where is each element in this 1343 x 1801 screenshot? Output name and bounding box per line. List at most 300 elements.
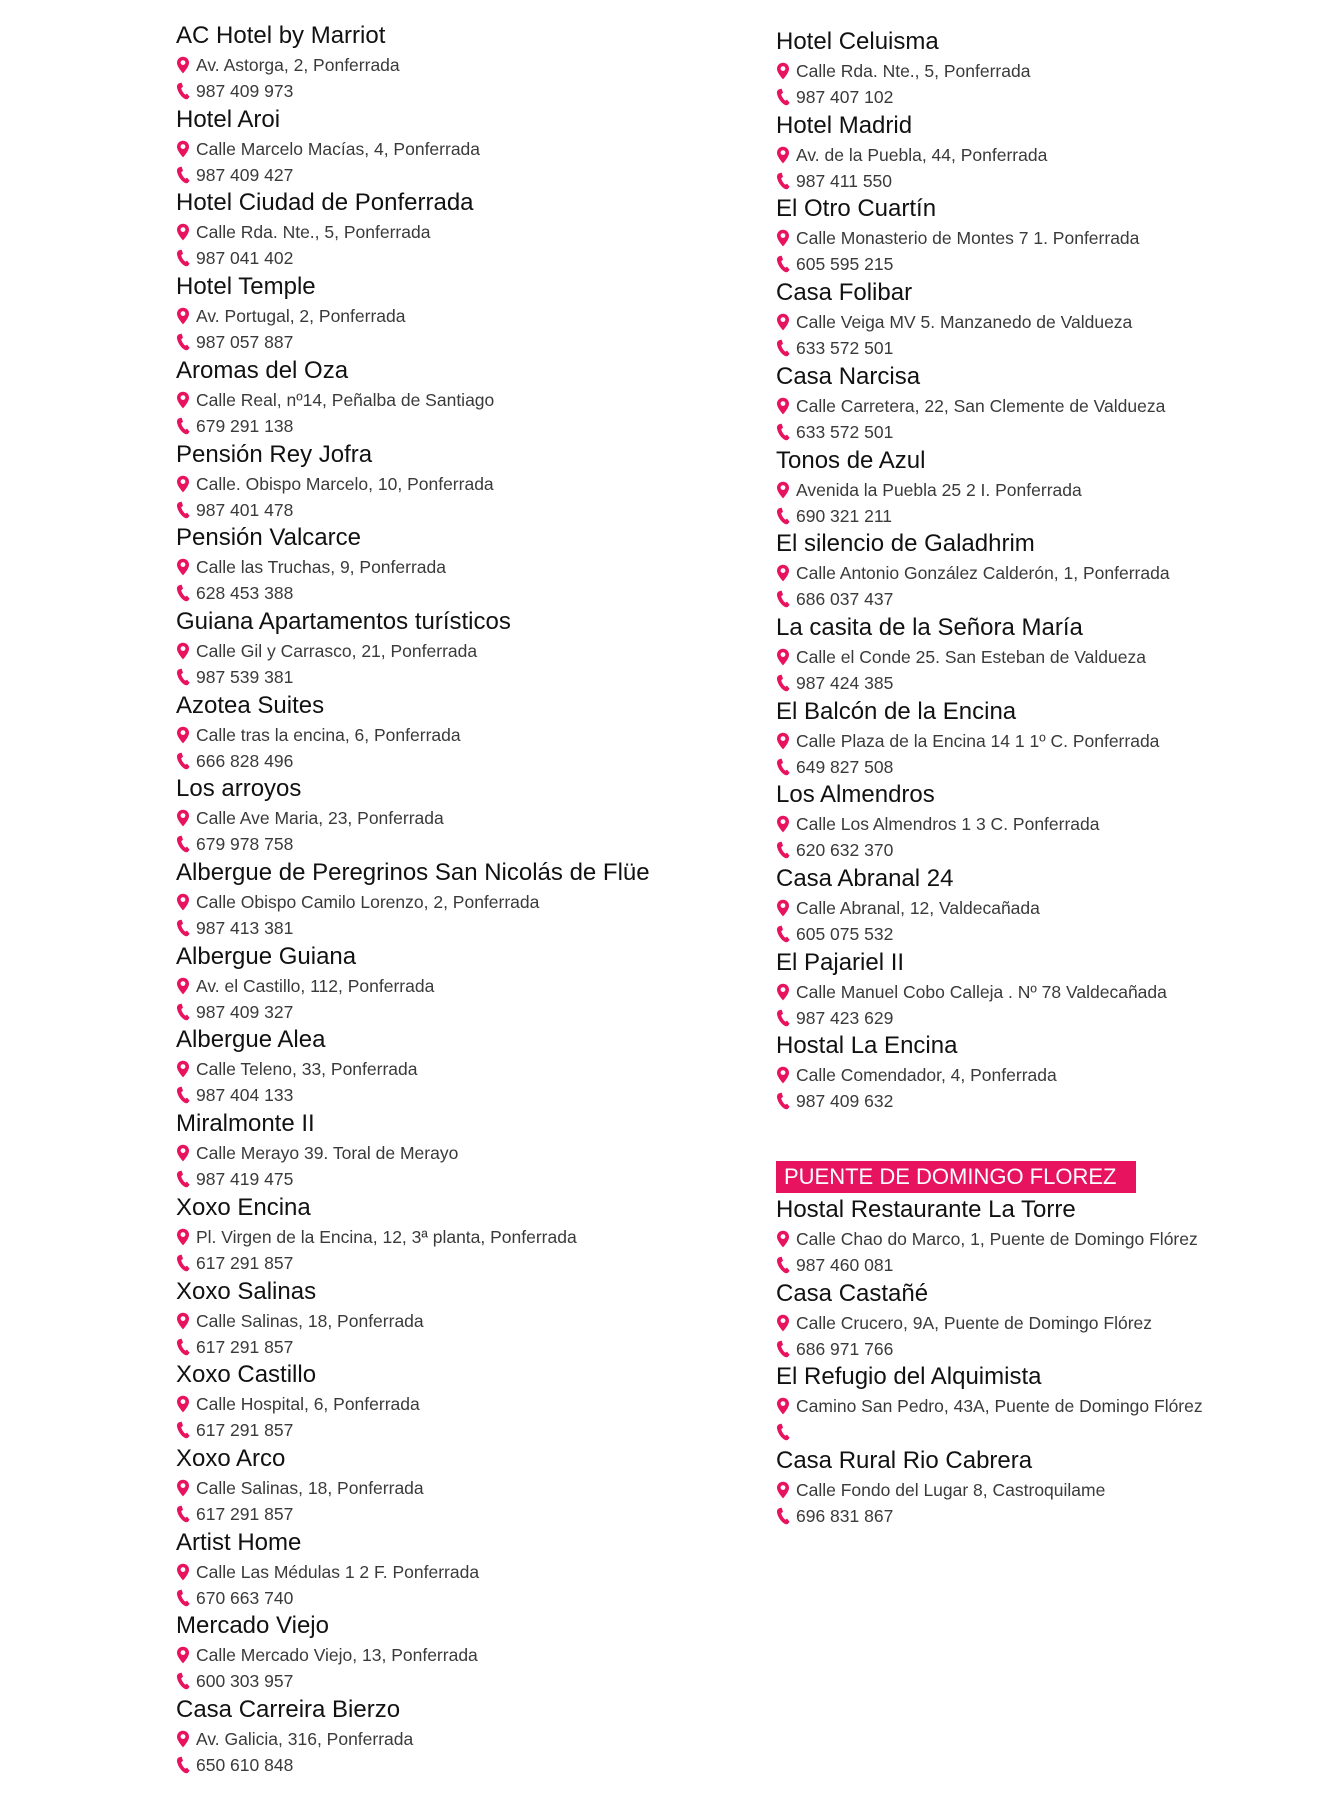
- phone-number[interactable]: 686 971 766: [796, 1339, 894, 1359]
- listing-entry: [776, 1447, 1336, 1531]
- address-text: Calle Abranal, 12, Valdecañada: [796, 898, 1040, 918]
- phone-icon: [176, 417, 190, 435]
- listing-phone[interactable]: [776, 922, 1336, 946]
- listing-name: Casa Castañé: [776, 1280, 929, 1307]
- listing-entry: [176, 1278, 736, 1362]
- phone-icon: [776, 339, 790, 357]
- map-pin-icon: [176, 223, 190, 241]
- listing-address: [776, 394, 1336, 418]
- listing-entry: [176, 1026, 736, 1110]
- listing-name: El Pajariel II: [776, 949, 905, 976]
- listing-phone[interactable]: [776, 838, 1336, 862]
- address-text: Avenida la Puebla 25 2 I. Ponferrada: [796, 480, 1082, 500]
- listing-entry: [176, 1696, 736, 1780]
- listing-phone[interactable]: [776, 1504, 1336, 1528]
- address-text: Calle Plaza de la Encina 14 1 1º C. Ponferrada: [796, 731, 1160, 751]
- address-text: Calle Fondo del Lugar 8, Castroquilame: [796, 1480, 1106, 1500]
- listing-address: [176, 1392, 736, 1416]
- listing-entry: [176, 1110, 736, 1194]
- address-text: Calle Real, nº14, Peñalba de Santiago: [196, 390, 495, 410]
- listing-address: [176, 806, 736, 830]
- listing-entry: [776, 865, 1336, 949]
- listing-name: Albergue Alea: [176, 1026, 326, 1053]
- listing-name: El silencio de Galadhrim: [776, 530, 1035, 557]
- map-pin-icon: [776, 313, 790, 331]
- listing-phone[interactable]: [176, 832, 736, 856]
- listing-name: Albergue de Peregrinos San Nicolás de Flüe: [176, 859, 650, 886]
- address-text: Av. Galicia, 316, Ponferrada: [196, 1729, 414, 1749]
- listing-entry: [776, 28, 1336, 112]
- listing-name: Hotel Celuisma: [776, 28, 939, 55]
- listing-name: Hostal Restaurante La Torre: [776, 1196, 1076, 1223]
- listing-address: [776, 729, 1336, 753]
- map-pin-icon: [776, 899, 790, 917]
- listing-entry: [176, 1445, 736, 1529]
- map-pin-icon: [176, 1312, 190, 1330]
- map-pin-icon: [176, 977, 190, 995]
- phone-icon: [176, 1421, 190, 1439]
- address-text: Av. Astorga, 2, Ponferrada: [196, 55, 400, 75]
- phone-icon: [176, 249, 190, 267]
- phone-number[interactable]: 987 411 550: [796, 171, 893, 191]
- phone-icon: [176, 1003, 190, 1021]
- listing-name: Hotel Ciudad de Ponferrada: [176, 189, 474, 216]
- phone-icon: [176, 919, 190, 937]
- listing-entry: [776, 363, 1336, 447]
- listing-address: [176, 1309, 736, 1333]
- listing-name: Pensión Valcarce: [176, 524, 361, 551]
- phone-number[interactable]: 617 291 857: [196, 1337, 294, 1357]
- map-pin-icon: [176, 893, 190, 911]
- phone-icon: [776, 507, 790, 525]
- map-pin-icon: [776, 648, 790, 666]
- listing-entry: [776, 1196, 1336, 1280]
- listing-name: Hostal La Encina: [776, 1032, 958, 1059]
- listing-phone[interactable]: [176, 581, 736, 605]
- listing-name: Xoxo Encina: [176, 1194, 311, 1221]
- map-pin-icon: [176, 1395, 190, 1413]
- listing-phone[interactable]: [176, 1753, 736, 1777]
- phone-number[interactable]: 670 663 740: [196, 1588, 294, 1608]
- phone-number[interactable]: 987 539 381: [196, 667, 294, 687]
- listing-address: [776, 310, 1336, 334]
- listing-entry: [776, 698, 1336, 782]
- map-pin-icon: [176, 56, 190, 74]
- map-pin-icon: [776, 397, 790, 415]
- map-pin-icon: [176, 1060, 190, 1078]
- map-pin-icon: [176, 475, 190, 493]
- phone-icon: [176, 1170, 190, 1188]
- map-pin-icon: [776, 146, 790, 164]
- listing-entry: [176, 1194, 736, 1278]
- address-text: Calle Salinas, 18, Ponferrada: [196, 1478, 424, 1498]
- listing-phone[interactable]: [176, 916, 736, 940]
- phone-icon: [776, 1340, 790, 1358]
- listing-name: Casa Narcisa: [776, 363, 921, 390]
- phone-icon: [776, 841, 790, 859]
- listing-name: Miralmonte II: [176, 1110, 315, 1137]
- listing-address: [176, 1727, 736, 1751]
- listing-entry: [176, 189, 736, 273]
- map-pin-icon: [776, 1066, 790, 1084]
- map-pin-icon: [176, 1646, 190, 1664]
- listing-phone[interactable]: [776, 169, 1336, 193]
- listing-phone[interactable]: [176, 1083, 736, 1107]
- phone-icon: [776, 925, 790, 943]
- map-pin-icon: [776, 1230, 790, 1248]
- phone-number[interactable]: 620 632 370: [796, 840, 894, 860]
- address-text: Calle Veiga MV 5. Manzanedo de Valdueza: [796, 312, 1133, 332]
- listing-phone[interactable]: [176, 1669, 736, 1693]
- map-pin-icon: [776, 1314, 790, 1332]
- address-text: Calle Hospital, 6, Ponferrada: [196, 1394, 420, 1414]
- listing-name: Tonos de Azul: [776, 447, 926, 474]
- phone-number[interactable]: 679 978 758: [196, 834, 294, 854]
- listing-phone[interactable]: [776, 85, 1336, 109]
- listing-address: [176, 53, 736, 77]
- listing-entry: [176, 943, 736, 1027]
- listing-entry: [776, 530, 1336, 614]
- listing-name: El Refugio del Alquimista: [776, 1363, 1042, 1390]
- listing-address: [176, 723, 736, 747]
- map-pin-icon: [176, 391, 190, 409]
- listing-address: [176, 1560, 736, 1584]
- listing-entry: [176, 22, 736, 106]
- listing-address: [776, 143, 1336, 167]
- listing-address: [176, 388, 736, 412]
- phone-number[interactable]: 987 409 973: [196, 81, 294, 101]
- listing-entry: [176, 775, 736, 859]
- listing-address: [776, 1227, 1336, 1251]
- section-heading: PUENTE DE DOMINGO FLOREZ: [776, 1161, 1136, 1193]
- listing-phone[interactable]: [776, 587, 1336, 611]
- address-text: Calle tras la encina, 6, Ponferrada: [196, 725, 461, 745]
- listing-name: Hotel Aroi: [176, 106, 281, 133]
- phone-icon: [176, 82, 190, 100]
- phone-icon: [776, 88, 790, 106]
- listing-name: Casa Carreira Bierzo: [176, 1696, 401, 1723]
- phone-number[interactable]: 633 572 501: [796, 338, 894, 358]
- listing-address: [776, 59, 1336, 83]
- phone-number[interactable]: 605 075 532: [796, 924, 894, 944]
- phone-icon: [776, 1423, 790, 1441]
- listing-address: [176, 1643, 736, 1667]
- listing-entry: [776, 614, 1336, 698]
- listing-name: Guiana Apartamentos turísticos: [176, 608, 511, 635]
- phone-number[interactable]: 679 291 138: [196, 416, 294, 436]
- address-text: Calle Manuel Cobo Calleja . Nº 78 Valdecañada: [796, 982, 1167, 1002]
- listing-entry: [176, 1529, 736, 1613]
- phone-number[interactable]: 987 404 133: [196, 1085, 294, 1105]
- map-pin-icon: [176, 1228, 190, 1246]
- address-text: Calle Salinas, 18, Ponferrada: [196, 1311, 424, 1331]
- listing-name: Los arroyos: [176, 775, 302, 802]
- listing-phone[interactable]: [176, 330, 736, 354]
- listing-name: Pensión Rey Jofra: [176, 441, 373, 468]
- address-text: Calle Monasterio de Montes 7 1. Ponferrada: [796, 228, 1140, 248]
- phone-icon: [776, 1256, 790, 1274]
- listing-phone[interactable]: [176, 1335, 736, 1359]
- phone-number[interactable]: 987 419 475: [196, 1169, 294, 1189]
- listing-entry: [776, 781, 1336, 865]
- listing-entry: [776, 1363, 1336, 1447]
- listing-name: Mercado Viejo: [176, 1612, 329, 1639]
- phone-number[interactable]: 696 831 867: [796, 1506, 894, 1526]
- address-text: Av. de la Puebla, 44, Ponferrada: [796, 145, 1048, 165]
- phone-icon: [176, 1086, 190, 1104]
- listing-address: [176, 1225, 736, 1249]
- phone-number[interactable]: 987 460 081: [796, 1255, 894, 1275]
- phone-number[interactable]: 987 413 381: [196, 918, 294, 938]
- listing-name: Casa Rural Rio Cabrera: [776, 1447, 1033, 1474]
- listing-address: [176, 220, 736, 244]
- listing-address: [176, 890, 736, 914]
- phone-number[interactable]: 987 424 385: [796, 673, 894, 693]
- listing-phone[interactable]: [176, 79, 736, 103]
- listing-entry: [176, 608, 736, 692]
- phone-icon: [176, 1505, 190, 1523]
- listing-name: La casita de la Señora María: [776, 614, 1083, 641]
- address-text: Calle el Conde 25. San Esteban de Valdueza: [796, 647, 1146, 667]
- phone-icon: [176, 1254, 190, 1272]
- phone-number[interactable]: 617 291 857: [196, 1253, 294, 1273]
- listing-phone[interactable]: [176, 1586, 736, 1610]
- listing-entry: [776, 1280, 1336, 1364]
- map-pin-icon: [176, 726, 190, 744]
- map-pin-icon: [176, 307, 190, 325]
- map-pin-icon: [776, 1481, 790, 1499]
- listing-address: [176, 472, 736, 496]
- listing-address: [776, 896, 1336, 920]
- listing-address: [776, 1394, 1336, 1418]
- phone-icon: [776, 1507, 790, 1525]
- listing-entry: [776, 447, 1336, 531]
- phone-icon: [176, 166, 190, 184]
- listing-entry: [176, 357, 736, 441]
- map-pin-icon: [776, 229, 790, 247]
- listing-entry: [776, 949, 1336, 1033]
- phone-number[interactable]: 666 828 496: [196, 751, 294, 771]
- listing-address: [176, 1057, 736, 1081]
- listing-entry: [176, 273, 736, 357]
- listing-phone[interactable]: [176, 246, 736, 270]
- phone-icon: [176, 501, 190, 519]
- map-pin-icon: [776, 564, 790, 582]
- address-text: Calle Carretera, 22, San Clemente de Valdueza: [796, 396, 1166, 416]
- listing-entry: [176, 1612, 736, 1696]
- listing-phone[interactable]: [776, 504, 1336, 528]
- map-pin-icon: [776, 815, 790, 833]
- phone-number[interactable]: 617 291 857: [196, 1420, 294, 1440]
- address-text: Calle Las Médulas 1 2 F. Ponferrada: [196, 1562, 480, 1582]
- address-text: Calle Obispo Camilo Lorenzo, 2, Ponferrada: [196, 892, 540, 912]
- phone-number[interactable]: 987 407 102: [796, 87, 894, 107]
- phone-number[interactable]: 605 595 215: [796, 254, 894, 274]
- phone-icon: [776, 1009, 790, 1027]
- listing-address: [176, 1476, 736, 1500]
- address-text: Calle Gil y Carrasco, 21, Ponferrada: [196, 641, 478, 661]
- map-pin-icon: [176, 558, 190, 576]
- phone-number[interactable]: 987 409 427: [196, 165, 294, 185]
- address-text: Calle. Obispo Marcelo, 10, Ponferrada: [196, 474, 494, 494]
- phone-icon: [776, 674, 790, 692]
- address-text: Calle Rda. Nte., 5, Ponferrada: [196, 222, 431, 242]
- map-pin-icon: [776, 62, 790, 80]
- listing-entry: [776, 279, 1336, 363]
- phone-icon: [776, 590, 790, 608]
- phone-number[interactable]: 650 610 848: [196, 1755, 294, 1775]
- phone-number[interactable]: 628 453 388: [196, 583, 294, 603]
- map-pin-icon: [176, 140, 190, 158]
- listing-phone[interactable]: [776, 1337, 1336, 1361]
- listing-name: Hotel Madrid: [776, 112, 913, 139]
- map-pin-icon: [176, 1563, 190, 1581]
- listing-entry: [176, 106, 736, 190]
- listing-address: [776, 226, 1336, 250]
- listing-name: Artist Home: [176, 1529, 302, 1556]
- map-pin-icon: [176, 642, 190, 660]
- listing-phone[interactable]: [776, 755, 1336, 779]
- listing-name: Xoxo Castillo: [176, 1361, 317, 1388]
- phone-icon: [176, 668, 190, 686]
- listing-name: Casa Folibar: [776, 279, 913, 306]
- listing-address: [176, 639, 736, 663]
- phone-number[interactable]: 617 291 857: [196, 1504, 294, 1524]
- address-text: Calle Comendador, 4, Ponferrada: [796, 1065, 1057, 1085]
- listing-name: El Balcón de la Encina: [776, 698, 1017, 725]
- listing-name: Los Almendros: [776, 781, 935, 808]
- map-pin-icon: [776, 1397, 790, 1415]
- listing-entry: [176, 859, 736, 943]
- phone-icon: [176, 1672, 190, 1690]
- listing-address: [776, 980, 1336, 1004]
- listing-phone[interactable]: [776, 336, 1336, 360]
- listing-phone[interactable]: [176, 665, 736, 689]
- phone-icon: [176, 1338, 190, 1356]
- listing-entry: [776, 195, 1336, 279]
- listing-address: [776, 645, 1336, 669]
- address-text: Calle Merayo 39. Toral de Merayo: [196, 1143, 459, 1163]
- phone-icon: [776, 758, 790, 776]
- address-text: Calle Antonio González Calderón, 1, Ponferrada: [796, 563, 1170, 583]
- listing-phone[interactable]: [176, 1167, 736, 1191]
- map-pin-icon: [776, 481, 790, 499]
- phone-number[interactable]: 987 423 629: [796, 1008, 894, 1028]
- listing-address: [176, 974, 736, 998]
- listing-phone[interactable]: [176, 1000, 736, 1024]
- map-pin-icon: [176, 1730, 190, 1748]
- listing-address: [776, 812, 1336, 836]
- listing-phone[interactable]: [176, 498, 736, 522]
- listing-phone[interactable]: [776, 671, 1336, 695]
- listing-phone[interactable]: [176, 1251, 736, 1275]
- phone-icon: [176, 1589, 190, 1607]
- phone-icon: [176, 1756, 190, 1774]
- listing-name: AC Hotel by Marriot: [176, 22, 386, 49]
- listing-name: Albergue Guiana: [176, 943, 357, 970]
- phone-number[interactable]: 649 827 508: [796, 757, 894, 777]
- address-text: Calle Teleno, 33, Ponferrada: [196, 1059, 418, 1079]
- listing-address: [776, 478, 1336, 502]
- phone-number[interactable]: 987 409 327: [196, 1002, 294, 1022]
- address-text: Calle Crucero, 9A, Puente de Domingo Flórez: [796, 1313, 1153, 1333]
- phone-icon: [176, 835, 190, 853]
- listing-entry: [776, 1032, 1336, 1116]
- listing-phone[interactable]: [776, 1089, 1336, 1113]
- address-text: Calle Los Almendros 1 3 C. Ponferrada: [796, 814, 1100, 834]
- listing-address: [776, 1063, 1336, 1087]
- listing-entry: [176, 692, 736, 776]
- listing-name: Azotea Suites: [176, 692, 325, 719]
- map-pin-icon: [176, 1144, 190, 1162]
- listing-name: Casa Abranal 24: [776, 865, 954, 892]
- address-text: Pl. Virgen de la Encina, 12, 3ª planta, Ponferrada: [196, 1227, 577, 1247]
- phone-icon: [776, 1092, 790, 1110]
- phone-number[interactable]: 686 037 437: [796, 589, 894, 609]
- phone-number[interactable]: 987 041 402: [196, 248, 294, 268]
- phone-number[interactable]: 690 321 211: [796, 506, 893, 526]
- listing-address: [176, 555, 736, 579]
- listing-phone[interactable]: [776, 1420, 1336, 1444]
- listing-phone[interactable]: [776, 420, 1336, 444]
- listing-phone[interactable]: [176, 749, 736, 773]
- phone-icon: [176, 333, 190, 351]
- phone-icon: [176, 584, 190, 602]
- listing-entry: [176, 1361, 736, 1445]
- listing-address: [176, 137, 736, 161]
- phone-number[interactable]: 600 303 957: [196, 1671, 294, 1691]
- phone-icon: [776, 255, 790, 273]
- address-text: Calle Rda. Nte., 5, Ponferrada: [796, 61, 1031, 81]
- address-text: Av. Portugal, 2, Ponferrada: [196, 306, 406, 326]
- address-text: Calle Ave Maria, 23, Ponferrada: [196, 808, 444, 828]
- listing-name: Aromas del Oza: [176, 357, 349, 384]
- map-pin-icon: [776, 732, 790, 750]
- phone-icon: [776, 423, 790, 441]
- address-text: Av. el Castillo, 112, Ponferrada: [196, 976, 435, 996]
- listing-phone[interactable]: [776, 1253, 1336, 1277]
- listing-name: Xoxo Arco: [176, 1445, 286, 1472]
- phone-icon: [176, 752, 190, 770]
- listing-address: [776, 1478, 1336, 1502]
- phone-number[interactable]: 987 409 632: [796, 1091, 894, 1111]
- listing-phone[interactable]: [176, 1502, 736, 1526]
- phone-number[interactable]: 633 572 501: [796, 422, 894, 442]
- address-text: Calle Mercado Viejo, 13, Ponferrada: [196, 1645, 478, 1665]
- listing-address: [176, 304, 736, 328]
- phone-icon: [776, 172, 790, 190]
- listing-name: El Otro Cuartín: [776, 195, 937, 222]
- listing-phone[interactable]: [176, 414, 736, 438]
- map-pin-icon: [176, 1479, 190, 1497]
- map-pin-icon: [176, 809, 190, 827]
- listing-address: [176, 1141, 736, 1165]
- phone-number[interactable]: 987 057 887: [196, 332, 294, 352]
- listing-phone[interactable]: [776, 1006, 1336, 1030]
- listing-address: [776, 561, 1336, 585]
- map-pin-icon: [776, 983, 790, 1001]
- listing-entry: [176, 441, 736, 525]
- listing-name: Hotel Temple: [176, 273, 316, 300]
- address-text: Calle las Truchas, 9, Ponferrada: [196, 557, 446, 577]
- listing-phone[interactable]: [176, 163, 736, 187]
- listing-phone[interactable]: [176, 1418, 736, 1442]
- address-text: Camino San Pedro, 43A, Puente de Domingo Flórez: [796, 1396, 1203, 1416]
- phone-number[interactable]: 987 401 478: [196, 500, 294, 520]
- listing-phone[interactable]: [776, 252, 1336, 276]
- listing-entry: [776, 112, 1336, 196]
- listing-name: Xoxo Salinas: [176, 1278, 317, 1305]
